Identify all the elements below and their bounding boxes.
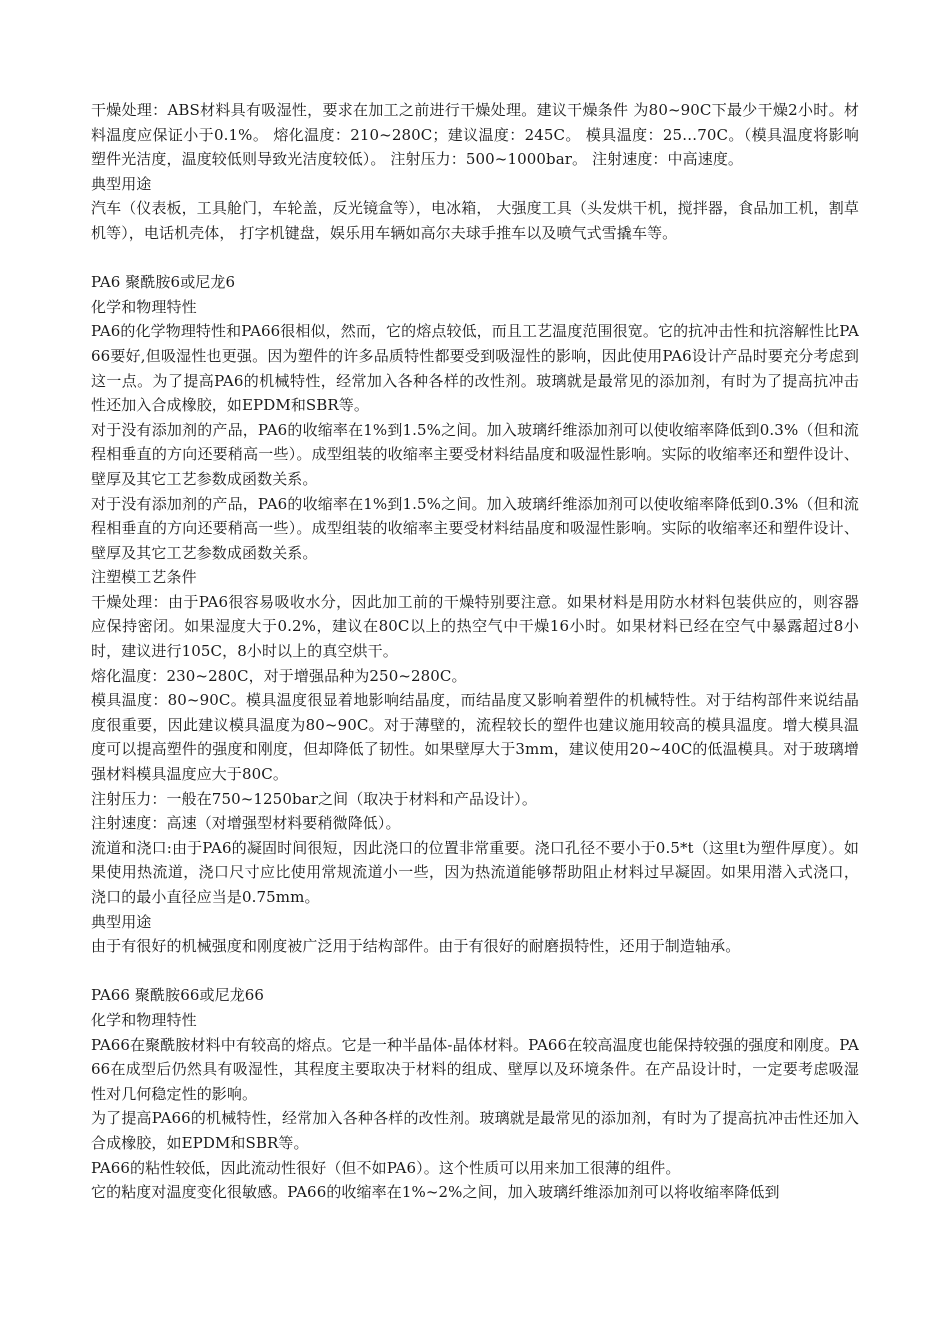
section-spacer — [91, 246, 859, 271]
pa6-props-paragraph-1: PA6的化学物理特性和PA66很相似，然而，它的熔点较低，而且工艺温度范围很宽。它的抗冲击性和抗溶解性比PA66要好,但吸湿性也更强。因为塑件的许多品质特性都要受到吸湿性的影响，因此使用PA6设计产品时要充分考虑到这一点。为了提高PA6的机械特性，经常加入各种各样的改性剂。玻璃就是最常见的添加剂，有时为了提高抗冲击性还加入合成橡胶，如EPDM和SBR等。 — [91, 322, 859, 415]
pa6-drying-paragraph: 干燥处理：由于PA6很容易吸收水分，因此加工前的干燥特别要注意。如果材料是用防水材料包装供应的，则容器应保持密闭。如果湿度大于0.2%，建议在80C以上的热空气中干燥16小时。如果材料已经在空气中暴露超过8小时，建议进行105C，8小时以上的真空烘干。 — [91, 592, 859, 661]
pa66-props-heading: 化学和物理特性 — [91, 1010, 197, 1029]
pa6-mold-temp: 模具温度：80~90C。模具温度很显着地影响结晶度，而结晶度又影响着塑件的机械特性。对于结构部件来说结晶度很重要，因此建议模具温度为80~90C。对于薄壁的，流程较长的塑件也建议施用较高的模具温度。增大模具温度可以提高塑件的强度和刚度，但却降低了韧性。如果壁厚大于3mm，建议使用20~40C的低温模具。对于玻璃增强材料模具温度应大于80C。 — [91, 691, 859, 784]
pa6-process-heading: 注塑模工艺条件 — [91, 568, 197, 587]
pa6-props-paragraph-2: 对于没有添加剂的产品，PA6的收缩率在1%到1.5%之间。加入玻璃纤维添加剂可以使收缩率降低到0.3%（但和流程相垂直的方向还要稍高一些）。成型组装的收缩率主要受材料结晶度和吸湿性影响。实际的收缩率还和塑件设计、壁厚及其它工艺参数成函数关系。 — [91, 420, 859, 488]
abs-applications-paragraph: 汽车（仪表板，工具舱门，车轮盖，反光镜盒等），电冰箱， 大强度工具（头发烘干机，搅拌器，食品加工机，割草机等），电话机壳体， 打字机键盘，娱乐用车辆如高尔夫球手推车以及喷气式雪撬车等。 — [91, 199, 859, 242]
pa6-applications-heading: 典型用途 — [91, 912, 152, 931]
pa6-title: PA6 聚酰胺6或尼龙6 — [91, 273, 236, 292]
document-page — [91, 98, 859, 1205]
pa6-injection-pressure: 注射压力：一般在750~1250bar之间（取决于材料和产品设计）。 — [91, 789, 537, 808]
pa6-applications-paragraph: 由于有很好的机械强度和刚度被广泛用于结构部件。由于有很好的耐磨损特性，还用于制造轴承。 — [91, 937, 741, 956]
abs-drying-paragraph: 干燥处理：ABS材料具有吸湿性，要求在加工之前进行干燥处理。建议干燥条件 为80~90C下最少干燥2小时。材料温度应保证小于0.1%。 熔化温度：210~280C；建议温度：245C。 模具温度：25…70C。（模具温度将影响塑件光洁度，温度较低则导致光洁度较低）。 注射压力：500~1000bar。 注射速度：中高速度。 — [91, 101, 859, 169]
abs-applications-heading: 典型用途 — [91, 174, 152, 193]
pa66-props-paragraph-4: 它的粘度对温度变化很敏感。PA66的收缩率在1%~2%之间，加入玻璃纤维添加剂可以将收缩率降低到 — [91, 1183, 780, 1202]
pa6-injection-speed: 注射速度：高速（对增强型材料要稍微降低）。 — [91, 814, 401, 833]
pa6-runner-gate: 流道和浇口:由于PA6的凝固时间很短，因此浇口的位置非常重要。浇口孔径不要小于0.5*t（这里t为塑件厚度）。如果使用热流道，浇口尺寸应比使用常规流道小一些，因为热流道能够帮助阻止材料过早凝固。如果用潜入式浇口，浇口的最小直径应当是0.75mm。 — [91, 838, 859, 906]
pa66-props-paragraph-2: 为了提高PA66的机械特性，经常加入各种各样的改性剂。玻璃就是最常见的添加剂，有时为了提高抗冲击性还加入合成橡胶，如EPDM和SBR等。 — [91, 1109, 859, 1152]
pa6-props-heading: 化学和物理特性 — [91, 297, 197, 316]
pa66-props-paragraph-3: PA66的粘性较低，因此流动性很好（但不如PA6）。这个性质可以用来加工很薄的组件。 — [91, 1158, 681, 1177]
section-spacer — [91, 959, 859, 984]
pa6-props-paragraph-3: 对于没有添加剂的产品，PA6的收缩率在1%到1.5%之间。加入玻璃纤维添加剂可以使收缩率降低到0.3%（但和流程相垂直的方向还要稍高一些）。成型组装的收缩率主要受材料结晶度和吸湿性影响。实际的收缩率还和塑件设计、壁厚及其它工艺参数成函数关系。 — [91, 494, 859, 562]
pa66-props-paragraph-1: PA66在聚酰胺材料中有较高的熔点。它是一种半晶体-晶体材料。PA66在较高温度也能保持较强的强度和刚度。PA66在成型后仍然具有吸湿性，其程度主要取决于材料的组成、壁厚以及环境条件。在产品设计时，一定要考虑吸湿性对几何稳定性的影响。 — [91, 1035, 859, 1103]
pa6-melt-temp: 熔化温度：230~280C，对于增强品种为250~280C。 — [91, 666, 467, 685]
pa66-title: PA66 聚酰胺66或尼龙66 — [91, 986, 265, 1005]
